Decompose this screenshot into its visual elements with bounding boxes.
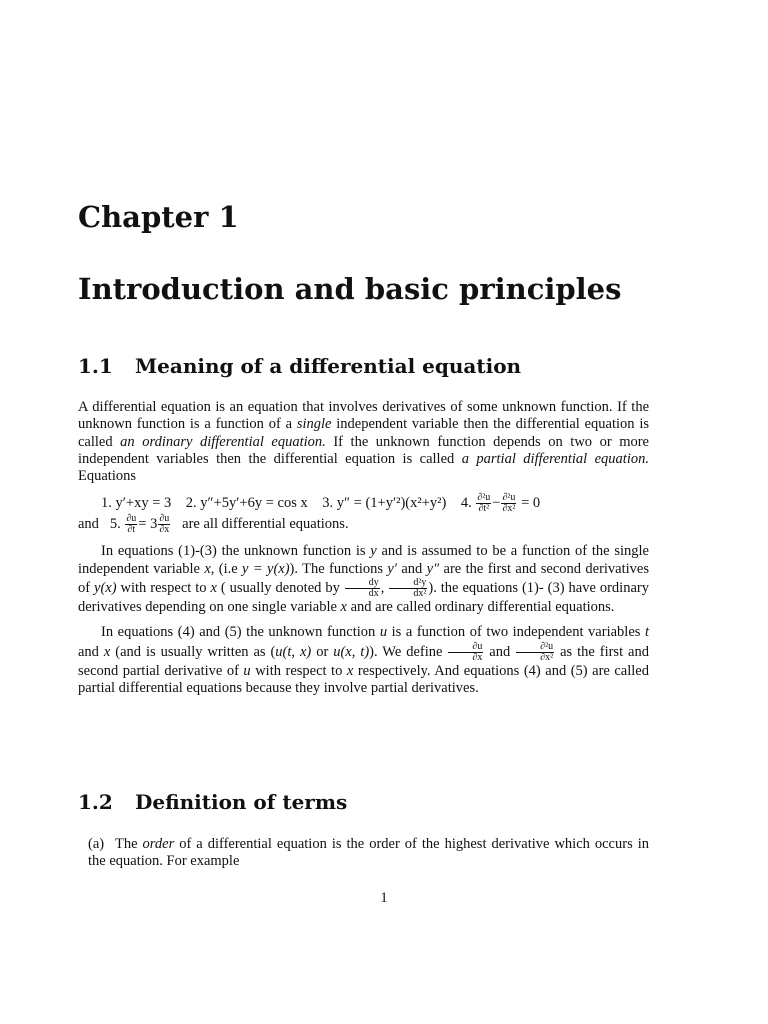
math-var: t xyxy=(644,624,649,641)
text-run: are the first and second derivatives of xyxy=(78,560,649,596)
section-number: 1.2 xyxy=(78,790,113,814)
text-run: as the first and second partial derivative of xyxy=(78,643,649,679)
math-var: y″ xyxy=(426,560,440,577)
equation-list-line-2 xyxy=(78,514,649,535)
section-title: Meaning of a differential equation xyxy=(135,354,522,378)
numerator: ∂u xyxy=(126,513,137,525)
text-run: A differential equation is an equation that involves derivatives of some unknown function. If the unknown function is a function of a xyxy=(78,399,649,433)
denominator: dx xyxy=(368,588,379,600)
math-var: y = y(x) xyxy=(242,560,290,577)
fraction xyxy=(448,642,483,663)
chapter-title: Introduction and basic principles xyxy=(78,272,622,306)
denominator: dx² xyxy=(413,588,427,600)
emphasis: an ordinary differential equation. xyxy=(120,433,326,450)
denominator: ∂x xyxy=(472,651,483,663)
numerator: ∂²u xyxy=(516,642,554,653)
fraction xyxy=(125,514,137,535)
denominator: ∂x² xyxy=(502,503,516,515)
equation-1: 1. y′+xy = 3 xyxy=(101,495,172,512)
equation-mid: = 3 xyxy=(138,516,158,533)
equation-5 xyxy=(109,513,171,536)
equation-label: 5. xyxy=(109,516,121,533)
math-var: u(t, x) xyxy=(275,643,312,660)
section-number: 1.1 xyxy=(78,354,113,378)
text-run: (and is usually written as ( xyxy=(110,643,276,660)
text-run: Equations xyxy=(78,468,136,485)
math-var: x xyxy=(103,643,111,660)
math-var: u(x, t) xyxy=(333,643,370,660)
denominator: ∂t xyxy=(127,524,136,536)
text-run: and xyxy=(78,643,104,660)
numerator: dy xyxy=(345,578,380,589)
equation-2: 2. y″+5y′+6y = cos x xyxy=(185,495,308,512)
math-var: u xyxy=(379,624,388,641)
text-run: and xyxy=(396,560,427,577)
chapter-label: Chapter 1 xyxy=(78,200,239,234)
equation-rhs: = 0 xyxy=(521,495,541,512)
math-var: x xyxy=(204,560,211,577)
text-run: If the unknown function depends on two or more independent variables then the differential equation is called xyxy=(78,433,649,467)
paragraph-definition xyxy=(78,399,649,485)
equation-list-tail: are all differential equations. xyxy=(182,516,349,533)
fraction xyxy=(345,578,380,599)
separator: , xyxy=(380,579,389,596)
equation-4: 4. $\frac{\text{∂²u}}{\text{∂t²}}$ − $\frac{\text{∂²u}}{\text{∂x²}}$ = 0 xyxy=(460,492,541,515)
text-run: and xyxy=(484,643,516,660)
text-run: of a differential equation is the order of the highest derivative which occurs in the equation. For example xyxy=(88,836,649,870)
text-run: and is assumed to be a function of the single independent variable xyxy=(78,543,649,577)
numerator: ∂²u xyxy=(502,492,516,504)
denominator: ∂x² xyxy=(540,651,554,663)
text-run: ). We define xyxy=(369,643,448,660)
text-run: respectively. And equations (4) and (5) are called partial differential equations because they involve partial derivatives. xyxy=(78,662,649,696)
numerator: ∂u xyxy=(159,513,170,525)
fraction xyxy=(516,642,554,663)
equation-3: 3. y″ = (1+y′²)(x²+y²) xyxy=(322,495,447,512)
text-run: In equations (1)-(3) the unknown function is xyxy=(101,543,371,560)
numerator: ∂²u xyxy=(477,492,491,504)
math-var: u xyxy=(243,662,251,679)
text-run: ). The functions xyxy=(289,560,388,577)
page-number: 1 xyxy=(380,890,388,906)
text-run: is a function of two independent variables xyxy=(387,624,645,641)
denominator: ∂x xyxy=(159,524,170,536)
text-run: independent variable then the differential equation is called xyxy=(78,416,649,450)
text-run: ). the equations (1)- (3) have ordinary derivatives depending on one single variable xyxy=(78,579,649,616)
section-heading-1-1 xyxy=(78,354,521,378)
fraction xyxy=(501,493,516,514)
emphasis: a partial differential equation. xyxy=(461,450,649,467)
equation-label: 4. xyxy=(460,495,472,512)
text-run: , (i.e xyxy=(210,560,243,577)
numerator: ∂u xyxy=(448,642,483,653)
text-run: and are called ordinary differential equations. xyxy=(346,599,615,616)
conjunction: and xyxy=(78,516,99,533)
list-item-a xyxy=(88,836,649,871)
section-1-1-body xyxy=(78,399,649,705)
text-run: or xyxy=(311,643,334,660)
text-run: The xyxy=(115,836,143,852)
fraction xyxy=(158,514,170,535)
section-title: Definition of terms xyxy=(135,790,348,814)
math-var: y xyxy=(370,543,377,560)
fraction xyxy=(476,493,491,514)
math-var: y(x) xyxy=(94,579,117,596)
paragraph-partial xyxy=(78,624,649,697)
list-item-text xyxy=(88,836,649,869)
denominator: ∂t² xyxy=(478,503,490,515)
text-run: with respect to xyxy=(250,662,347,679)
fraction xyxy=(389,578,427,599)
emphasis: order xyxy=(142,836,175,852)
text-run: In equations (4) and (5) the unknown function xyxy=(101,624,380,641)
equation-list-line-1 xyxy=(78,493,649,514)
math-var: x xyxy=(210,579,217,596)
text-run: with respect to xyxy=(116,579,211,596)
paragraph-ordinary xyxy=(78,543,649,616)
numerator: d²y xyxy=(389,578,427,589)
list-item-tag: (a) xyxy=(88,836,105,852)
math-var: y′ xyxy=(387,560,397,577)
math-var: x xyxy=(340,599,347,616)
emphasis: single xyxy=(296,416,332,433)
section-heading-1-2 xyxy=(78,790,347,814)
text-run: ( usually denoted by xyxy=(216,579,344,596)
math-var: x xyxy=(346,662,354,679)
